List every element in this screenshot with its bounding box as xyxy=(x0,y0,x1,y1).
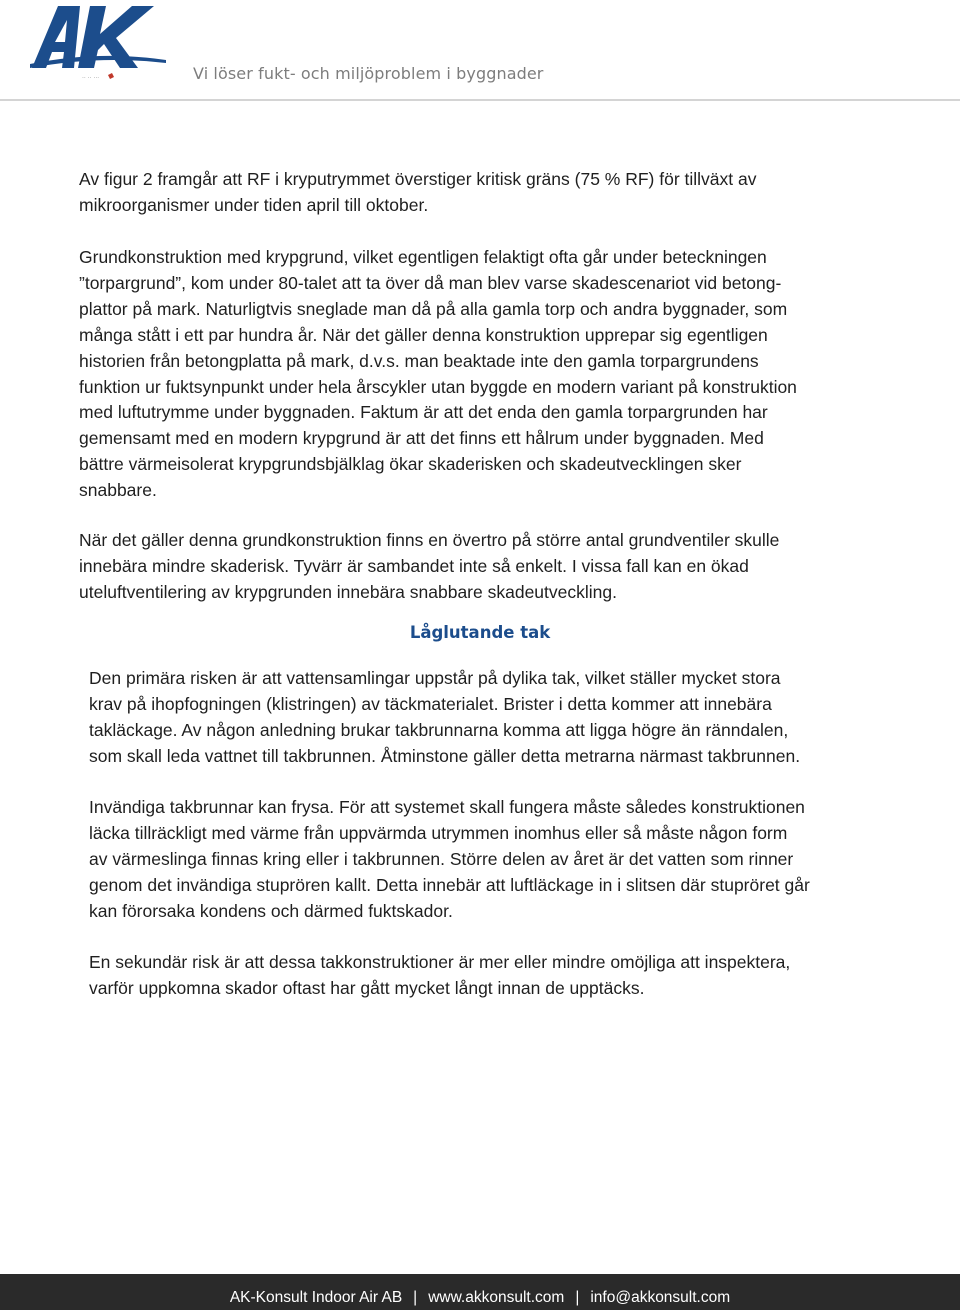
header-tagline: Vi löser fukt- och miljöproblem i byggnader xyxy=(193,64,544,83)
section-paragraph-2: Invändiga takbrunnar kan frysa. För att systemet skall fungera måste således konstruktionen läcka tillräckligt med värme från uppvärmda utrymmen inomhus eller så måste någon form av värmeslinga finnas kring eller i takbrunnen. Större delen av året är det vatten som rinner genom det invändiga stuprören kallt. Detta innebär att luftläckage in i slitsen där stupröret går kan förorsaka kondens och därmed fuktskador. xyxy=(89,797,810,921)
footer-company: AK-Konsult Indoor Air AB xyxy=(229,1289,403,1306)
body-paragraph-2: Grundkonstruktion med krypgrund, vilket egentligen felaktigt ofta går under beteckningen ”torpargrund”, kom under 80-talet att ta över då man blev varse skadescenariot vid betong- plattor på mark. Naturligtvis sneglade man då på alla gamla torp och andra byggnader, som många stått i ett par hundra år. När det gäller denna konstruktion upprepar sig egentligen historien från betongplatta på mark, d.v.s. man beaktade inte den gamla torpargrundens funktion ur fuktsynpunkt under hela årscykler utan byggde en modern variant på konstruktion med luftutrymme under byggnaden. Faktum är att det enda den gamla torpargrunden har gemensamt med en modern krypgrund är att det finns ett hålrum under byggnaden. Med bättre värmeisolerat krypgrundsbjälklag ökar skaderisken och skadeutvecklingen sker snabbare. xyxy=(79,247,797,501)
svg-text:·· ·· ···: ·· ·· ··· xyxy=(82,75,100,82)
footer-website-link[interactable]: www.akkonsult.com xyxy=(428,1289,565,1306)
section-heading-laglutande-tak: Låglutande tak xyxy=(409,623,551,642)
footer-contact-line xyxy=(0,1288,960,1308)
footer-separator-1: | xyxy=(413,1289,418,1306)
header-divider xyxy=(0,99,960,101)
body-paragraph-1: Av figur 2 framgår att RF i kryputrymmet överstiger kritisk gräns (75 % RF) för tillväxt av mikroorganismer under tiden april till oktober. xyxy=(79,169,757,215)
section-paragraph-1: Den primära risken är att vattensamlingar uppstår på dylika tak, vilket ställer mycket stora krav på ihopfogningen (klistringen) av täckmaterialet. Brister i detta kommer att innebära takläckage. Av någon anledning brukar takbrunnarna komma att ligga högre än ränndalen, som skall leda vattnet till takbrunnen. Åtminstone gäller detta metrarna närmast takbrunnen. xyxy=(89,668,801,766)
page-header xyxy=(0,0,960,100)
ak-logo xyxy=(28,2,170,84)
section-paragraph-3: En sekundär risk är att dessa takkonstruktioner är mer eller mindre omöjliga att inspektera, varför uppkomna skador oftast har gått mycket långt innan de upptäcks. xyxy=(89,952,791,998)
body-paragraph-3: När det gäller denna grundkonstruktion finns en övertro på större antal grundventiler skulle innebära mindre skaderisk. Tyvärr är sambandet inte så enkelt. I vissa fall kan en ökad uteluftventilering av krypgrunden innebära snabbare skadeutveckling. xyxy=(79,530,780,602)
footer-email-link[interactable]: info@akkonsult.com xyxy=(590,1289,731,1306)
footer-separator-2: | xyxy=(575,1289,580,1306)
